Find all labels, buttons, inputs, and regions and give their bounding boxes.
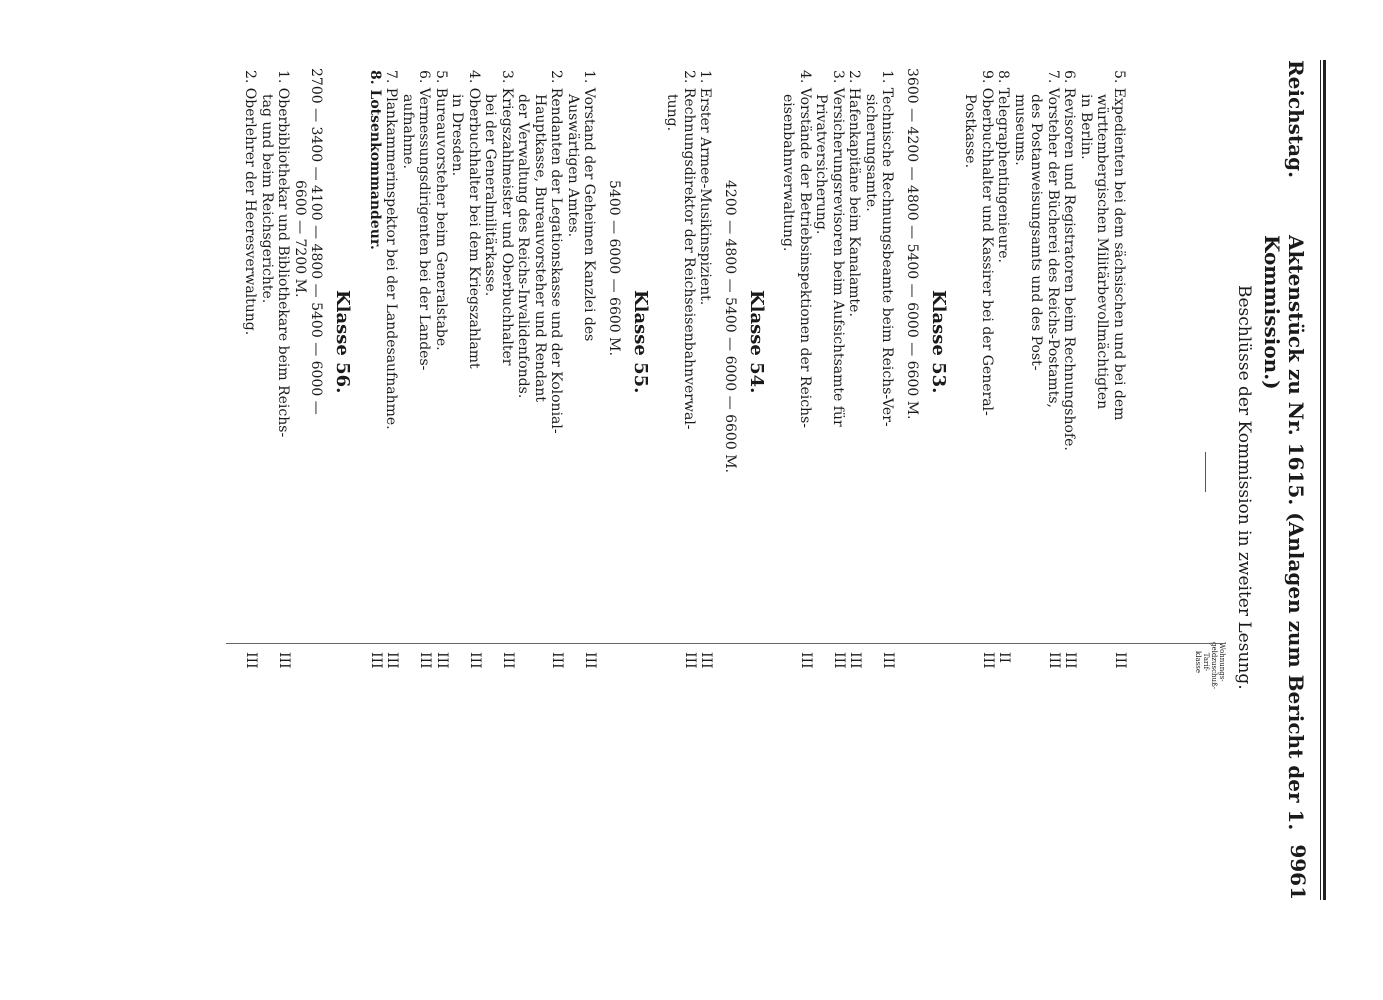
top-rule: [1323, 60, 1326, 900]
entry-line: 6. Revisoren und Registratoren beim Rechnungshofe.: [1061, 70, 1078, 451]
tarif-klasse: III: [682, 652, 698, 669]
tarif-klasse: III: [417, 652, 434, 669]
entry-line: 2. Rendanten der Legationskasse und der Kolonial-: [548, 70, 565, 434]
entry-line: württembergischen Militärbevollmächtigten: [1094, 94, 1111, 410]
column-head: Wohnungs-geldzuschuß-Tarif-klasse: [1194, 642, 1226, 690]
entry-line: Auswärtigen Amtes.: [565, 94, 581, 238]
entry-line: 5. Bureauvorsteher beim Generalstabe.: [433, 70, 449, 351]
separator-rule: [1205, 452, 1206, 492]
entry-line: 1. Vorstand der Geheimen Kanzlei des: [581, 70, 598, 342]
salary-scale: 5400 — 6000 — 6600 M.: [606, 180, 622, 356]
entry-line: in Berlin.: [1078, 94, 1094, 160]
entry-line: 7. Plankammerinspektor bei der Landesaufnahme.: [383, 70, 400, 430]
tarif-klasse: III: [243, 652, 260, 669]
column-divider: [226, 643, 1226, 644]
entry-line: 8. Telegraphentingenieure.: [995, 70, 1012, 263]
entry-line: 3. Versicherungsrevisoren beim Aufsichtsamte für: [830, 70, 846, 427]
entry-line: 8. Lotsenkommandeur.: [367, 70, 383, 250]
entry-line: 5. Expedienten bei dem sächsischen und bei dem: [1111, 70, 1127, 421]
tarif-klasse: III: [582, 652, 599, 669]
entry-line: 4. Oberbuchhalter bei dem Kriegszahlamt: [466, 70, 482, 369]
salary-scale: 3600 — 4200 — 4800 — 5400 — 6000 — 6600 M.: [904, 68, 920, 420]
tarif-klasse: III: [368, 652, 384, 669]
entry-line: Postkasse.: [962, 94, 979, 169]
klasse-heading: Klasse 54.: [746, 290, 767, 394]
tarif-klasse: III: [384, 652, 401, 669]
entry-line: 2. Rechnungsdirektor der Reichseisenbahnverwal-: [681, 70, 697, 430]
salary-scale: 2700 — 3400 — 4100 — 4800 — 5400 — 6000 —: [308, 68, 325, 415]
tarif-klasse: III: [831, 652, 847, 669]
entry-line: tung.: [664, 94, 681, 132]
tarif-klasse: III: [434, 652, 450, 669]
entry-line: 1. Oberbibliothekar und Bibliothekare beim Reichs-: [275, 70, 292, 438]
tarif-klasse: III: [1112, 652, 1128, 669]
page-header: [1260, 60, 1314, 900]
entry-line: bei der Generalmilitärkasse.: [482, 94, 499, 297]
tarif-klasse: III: [798, 652, 814, 669]
entry-line: der Verwaltung des Reichs-Invalidenfonds.: [515, 94, 532, 399]
tarif-klasse: III: [276, 652, 293, 669]
document-page: [176, 60, 1326, 900]
tarif-klasse: III: [1046, 652, 1062, 669]
klasse-heading: Klasse 53.: [928, 290, 949, 394]
klasse-heading: Klasse 55.: [630, 290, 651, 394]
entry-line: 3. Kriegszahlmeister und Oberbuchhalter: [499, 70, 515, 366]
subtitle: Beschlüsse der Kommission in zweiter Lesung.: [1234, 285, 1254, 690]
entry-line: sicherungsamte.: [863, 94, 879, 212]
tarif-klasse: III: [1062, 652, 1079, 669]
tarif-klasse: II: [996, 652, 1013, 664]
top-rule-thin: [1320, 60, 1321, 900]
tarif-klasse: III: [500, 652, 516, 669]
header-title: Aktenstück zu Nr. 1615. (Anlagen zum Bericht der 1. Kommission.): [1260, 235, 1308, 831]
entry-line: 2. Oberlehrer der Heeresverwaltung.: [242, 70, 259, 336]
tarif-klasse: III: [980, 652, 996, 669]
entry-line: 1. Technische Rechnungsbeamte beim Reichs-Ver-: [879, 70, 896, 427]
entry-line: tag und beim Reichsgerichte.: [259, 94, 275, 304]
entry-line: des Postanweisungsamts und des Post-: [1028, 94, 1045, 371]
entry-line: aufnahme.: [400, 94, 416, 169]
entry-line: Hauptkasse, Bureauvorsteher und Rendant: [532, 94, 548, 402]
entry-line: 1. Erster Armee-Musikinspizient.: [697, 70, 714, 306]
entry-line: 4. Vorstände der Betriebsinspektionen der Reichs-: [797, 70, 813, 428]
entry-line: museums.: [1012, 94, 1028, 166]
tarif-klasse: III: [847, 652, 864, 669]
entry-line: 2. Hafenkapitäne beim Kanalamte.: [846, 70, 863, 317]
entry-line: 6. Vermessungsdirigenten bei der Landes-: [416, 70, 433, 371]
tarif-klasse: III: [880, 652, 897, 669]
entry-line: in Dresden.: [449, 94, 466, 177]
page-number: 9961: [1286, 844, 1310, 900]
klasse-heading: Klasse 56.: [332, 290, 354, 394]
header-left: Reichstag.: [1284, 60, 1308, 179]
salary-scale: 6600 — 7200 M.: [292, 180, 308, 298]
tarif-klasse: III: [467, 652, 483, 669]
entry-line: eisenbahnverwaltung.: [780, 94, 797, 252]
entry-line: 7. Vorsteher der Bücherei des Reichs-Postamts,: [1045, 70, 1061, 408]
tarif-klasse: III: [698, 652, 715, 669]
entry-line: Privatversicherung.: [813, 94, 830, 235]
entry-line: 9. Oberbuchhalter und Kassirer bei der General-: [979, 70, 995, 416]
tarif-klasse: III: [549, 652, 566, 669]
salary-scale: 4200 — 4800 — 5400 — 6000 — 6600 M.: [722, 180, 738, 473]
